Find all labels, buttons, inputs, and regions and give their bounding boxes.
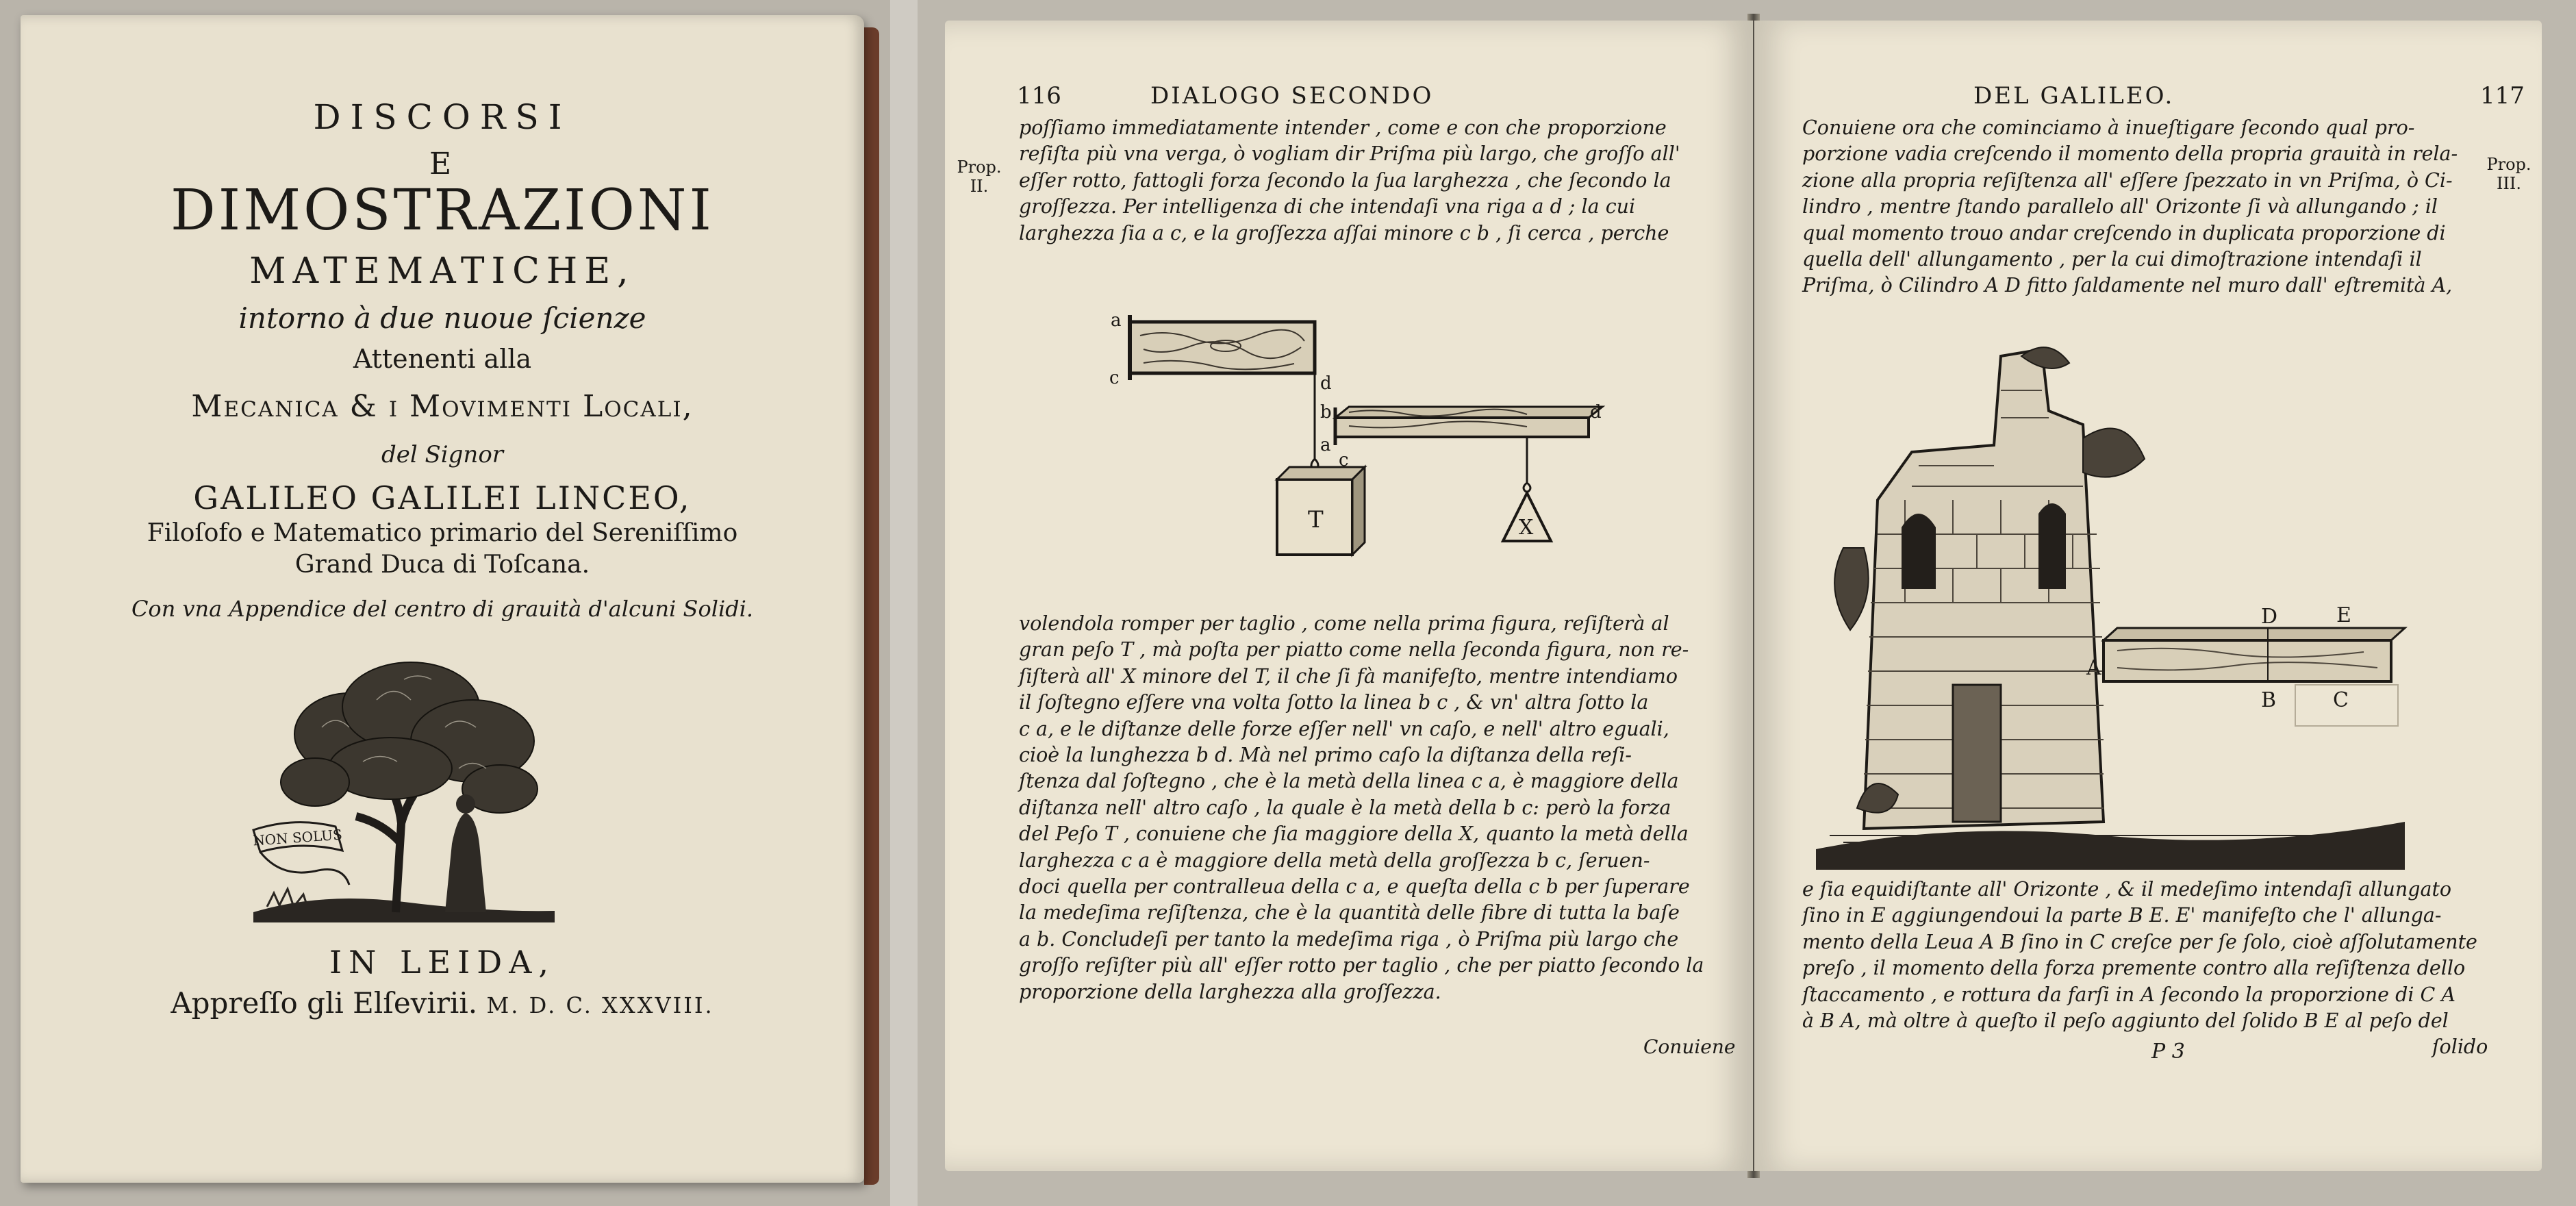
imprint-year: M. D. C. XXXVIII. [486, 992, 714, 1018]
text-line: ſtaccamento , e rottura da farſi in A ſecondo la proporzione di C A [1802, 983, 2455, 1006]
text-line: qual momento trouo andar creſcendo in duplicata proporzione di [1802, 221, 2446, 244]
text-line: cioè la lunghezza b d. Mà nel primo caſo la diſtanza della reſi- [1019, 744, 1632, 767]
text-line: e ſia equidiſtante all' Orizonte , & il medeſimo intendaſi allungato [1802, 878, 2452, 901]
text-line: ſtenza dal ſoſtegno , che è la metà della linea c a, è maggiore della [1019, 770, 1679, 793]
printer-device-illustration [240, 652, 568, 926]
text-line: ſino in E aggiungendoui la parte B E. E' manifeſto che l' allunga- [1802, 904, 2442, 927]
fig-label-a2: a [1320, 435, 1331, 455]
fig-label-c2: c [1339, 450, 1349, 470]
beam-figure [1102, 301, 1602, 603]
text-line: quella dell' allungamento , per la cui dimoſtrazione intendaſi il [1802, 248, 2422, 271]
fig-label-A: A [2086, 656, 2101, 680]
text-line: c a, e le diſtanze delle forze eſſer nell' vn caſo, e nell' altro eguali, [1019, 717, 1669, 740]
page-number-left: 116 [1017, 82, 1061, 110]
text-line: a b. Concludeſi per tanto la medeſima riga , ò Priſma più largo che [1019, 927, 1679, 951]
fig-label-b: b [1320, 402, 1332, 423]
fig-label-E: E [2336, 603, 2351, 627]
fig-label-B: B [2261, 688, 2277, 712]
text-line: larghezza c a è maggiore della metà della groſſezza b c, ſeruen- [1019, 849, 1650, 872]
fig-label-c: c [1109, 368, 1120, 388]
fig-label-d2: d [1590, 402, 1602, 423]
appendix-note: Con vna Appendice del centro di grauità d'alcuni Solidi. [131, 596, 754, 622]
text-line: gran peſo T , mà poſta per piatto come nella ſeconda figura, non re- [1019, 638, 1689, 662]
title-page [21, 15, 864, 1183]
text-block-bottom-left [1019, 611, 1704, 1005]
page-117 [1754, 21, 2542, 1171]
open-volume [918, 0, 2576, 1206]
text-line: poſſiamo immediatamente intender , come e con che proporzione [1019, 116, 1667, 139]
fig-label-a: a [1111, 310, 1122, 331]
author-name: GALILEO GALILEI LINCEO, [193, 479, 692, 516]
text-line: volendola romper per taglio , come nella prima figura, reſiſterà al [1019, 612, 1669, 635]
text-line: zione alla propria reſiſtenza all' eſſere ſpezzato in vn Priſma, ò Ci- [1802, 168, 2453, 192]
text-line: reſiſta più vna verga, ò vogliam dir Priſma più largo, che groſſo all' [1019, 142, 1680, 166]
fig-label-D: D [2261, 605, 2278, 629]
binding-edge [864, 27, 879, 1185]
text-line: il ſoſtegno eſſere vna volta ſotto la linea b c , & vn' altra ſotto la [1019, 691, 1649, 714]
text-line: groſſo reſiſter più all' eſſer rotto per taglio , che per piatto ſecondo la [1019, 954, 1704, 977]
text-line: larghezza ſia a c, e la groſſezza aſſai minore c b , ſi cerca , perche [1019, 221, 1669, 244]
text-block-bottom-right [1802, 877, 2488, 1061]
title-line-subject: intorno à due nuoue ſcienze [238, 301, 646, 335]
fig-label-T: T [1308, 506, 1324, 533]
page-116 [945, 21, 1753, 1171]
text-line: mento della Leua A B ſino in C creſce per ſe ſolo, cioè aſſolutamente [1802, 930, 2477, 953]
imprint-printer: Appreſſo gli Elſevirii. [171, 986, 478, 1020]
text-line: la medeſima reſiſtenza, che è la quantità delle fibre di tutta la baſe [1019, 901, 1680, 925]
text-line: Priſma, ò Cilindro A D fitto ſaldamente nel muro dall' eſtremità A, [1802, 274, 2453, 297]
author-patron: Grand Duca di Toſcana. [294, 551, 590, 579]
tower-beam-figure [1816, 329, 2405, 877]
imprint-line [21, 986, 864, 1020]
imprint-city: IN LEIDA, [329, 944, 556, 981]
text-line: ſolido [2432, 1035, 2488, 1059]
author-title: Filoſofo e Matematico primario del Sereniſſimo [147, 519, 738, 547]
title-line-matematiche: MATEMATICHE, [249, 251, 635, 292]
text-line: porzione vadia creſcendo il momento della propria grauità in rela- [1802, 142, 2458, 166]
fig-label-X: X [1519, 516, 1534, 540]
title-line-dimostrazioni: DIMOSTRAZIONI [171, 178, 714, 243]
margin-note-prop-3: Prop. III. [2486, 155, 2531, 193]
margin-note-prop-2: Prop. II. [957, 158, 1002, 196]
title-line-del-signor: del Signor [381, 441, 504, 468]
title-line-e: E [429, 147, 456, 181]
text-line: Conuiene ora che cominciamo à inueſtigare ſecondo qual pro- [1802, 116, 2415, 139]
text-line: preſo , il momento della forza premente contro alla reſiſtenza dello [1802, 957, 2466, 980]
title-line-mecanica: Mecanica & i Movimenti Locali, [191, 389, 694, 424]
text-block-top-left [1019, 115, 1680, 247]
text-line: ſiſterà all' X minore del T, il che ſi fà manifeſto, mentre intendiamo [1019, 664, 1678, 688]
title-page-volume [0, 0, 890, 1206]
signature-mark: P 3 [2151, 1040, 2185, 1064]
catchword: Conuiene [1643, 1035, 1736, 1058]
printer-motto: NON SOLUS [252, 826, 343, 849]
fig-label-C: C [2333, 688, 2349, 712]
text-line: diſtanza nell' altro caſo , la quale è la metà della b c: però la forza [1019, 796, 1671, 819]
text-line: groſſezza. Per intelligenza di che intendaſi vna riga a d ; la cui [1019, 195, 1636, 218]
text-line: del Peſo T , conuiene che ſia maggiore della X, quanto la metà della [1019, 822, 1689, 846]
text-block-top-right [1802, 115, 2458, 299]
text-line: à B A, mà oltre à queſto il peſo aggiunto del ſolido B E al peſo del [1802, 1009, 2449, 1033]
text-line: proporzione della larghezza alla groſſezza. [1019, 980, 1441, 1003]
text-line: eſſer rotto, fattogli forza ſecondo la ſua larghezza , che ſecondo la [1019, 168, 1671, 192]
title-line-attenenti: Attenenti alla [353, 344, 532, 374]
page-number-right: 117 [2480, 82, 2525, 110]
text-line: doci quella per contralleua della c a, e queſta della c b per ſuperare [1019, 875, 1690, 899]
fig-label-d: d [1320, 373, 1332, 394]
title-line-discorsi: DISCORSI [313, 97, 572, 137]
running-head-right: DEL GALILEO. [1973, 82, 2175, 110]
text-line: lindro , mentre ſtando parallelo all' Orizonte ſi và allungando ; il [1802, 195, 2438, 218]
running-head-left: DIALOGO SECONDO [1150, 82, 1434, 110]
